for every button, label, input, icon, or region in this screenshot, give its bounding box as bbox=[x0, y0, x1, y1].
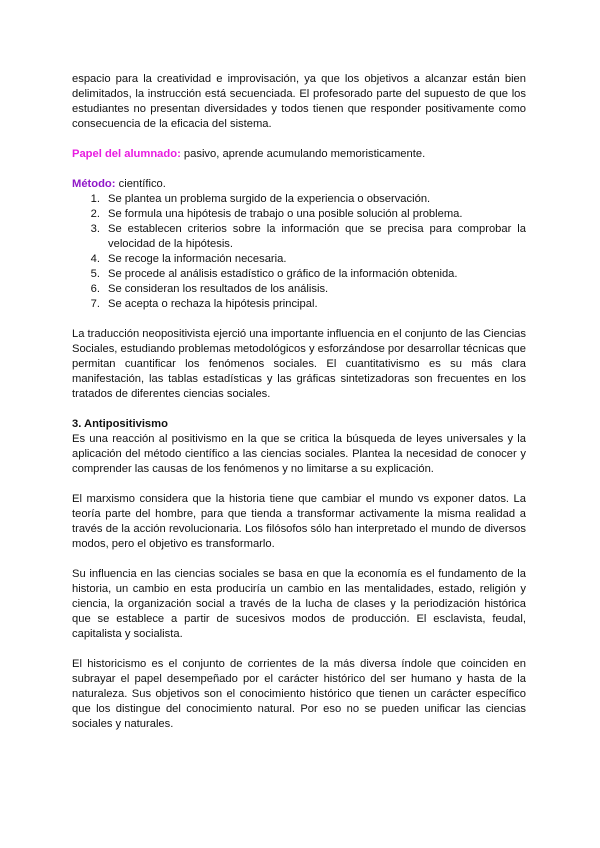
neopositivista-paragraph: La traducción neopositivista ejerció una importante influencia en el conjunto de las Ciencias Sociales, estudiando problemas metodológicos y esforzándose por desarrollar técnicas que permitan cuantificar los fenómenos sociales. El cuantitativismo es su más clara manifestación, las tablas estadísticas y las gráficas sintetizadoras son frecuentes en los tratados de diferentes ciencias sociales. bbox=[72, 328, 526, 400]
list-item bbox=[72, 297, 526, 312]
list-item-number: 2. bbox=[90, 208, 100, 220]
historicismo-paragraph: El historicismo es el conjunto de corrientes de la más diversa índole que coinciden en subrayar el papel desempeñado por el carácter histórico del ser humano y hasta de la naturaleza. Sus objetivos son el conocimiento histórico que tienen un carácter específico que los distingue del conocimiento natural. Por eso no se pueden unificar las ciencias sociales y naturales. bbox=[72, 658, 526, 730]
list-item-number: 1. bbox=[90, 193, 100, 205]
papel-label: Papel del alumnado: bbox=[72, 148, 181, 160]
list-item-number: 5. bbox=[90, 268, 100, 280]
intro-paragraph: espacio para la creatividad e improvisación, ya que los objetivos a alcanzar están bien delimitados, la instrucción está secuenciada. El profesorado parte del supuesto de que los estudiantes no presentan diversidades y todos tienen que responder positivamente como consecuencia de la eficacia del sistema. bbox=[72, 73, 526, 130]
document-page bbox=[72, 72, 526, 732]
influencia-paragraph: Su influencia en las ciencias sociales se basa en que la economía es el fundamento de la historia, un cambio en esta produciría un cambio en las mentalidades, estado, religión y ciencia, la organización social a través de la lucha de clases y la periodización histórica que se establece a partir de sucesivos modos de producción. El esclavista, feudal, capitalista y socialista. bbox=[72, 568, 526, 640]
list-item bbox=[72, 282, 526, 297]
list-item-text: Se acepta o rechaza la hipótesis principal. bbox=[108, 298, 318, 310]
list-item bbox=[72, 222, 526, 252]
list-item-text: Se recoge la información necesaria. bbox=[108, 253, 287, 265]
metodo-line bbox=[72, 177, 526, 192]
metodo-text: científico. bbox=[115, 178, 166, 190]
list-item-number: 4. bbox=[90, 253, 100, 265]
list-item bbox=[72, 252, 526, 267]
list-item-number: 7. bbox=[90, 298, 100, 310]
list-item-text: Se formula una hipótesis de trabajo o una posible solución al problema. bbox=[108, 208, 463, 220]
list-item-text: Se establecen criterios sobre la información que se precisa para comprobar la velocidad de la hipótesis. bbox=[108, 223, 526, 250]
papel-text: pasivo, aprende acumulando memoristicamente. bbox=[180, 148, 426, 160]
list-item bbox=[72, 192, 526, 207]
list-item bbox=[72, 207, 526, 222]
antipositivismo-paragraph: Es una reacción al positivismo en la que se critica la búsqueda de leyes universales y la aplicación del método científico a las ciencias sociales. Plantea la necesidad de conocer y comprender las causas de los fenómenos y no limitarse a su explicación. bbox=[72, 433, 526, 475]
list-item-text: Se consideran los resultados de los análisis. bbox=[108, 283, 329, 295]
list-item-text: Se procede al análisis estadístico o gráfico de la información obtenida. bbox=[108, 268, 458, 280]
list-item-text: Se plantea un problema surgido de la experiencia o observación. bbox=[108, 193, 431, 205]
list-item bbox=[72, 267, 526, 282]
list-item-number: 3. bbox=[90, 223, 100, 235]
metodo-label: Método: bbox=[72, 178, 116, 190]
list-item-number: 6. bbox=[90, 283, 100, 295]
section-heading: 3. Antipositivismo bbox=[72, 418, 168, 430]
marxismo-paragraph: El marxismo considera que la historia tiene que cambiar el mundo vs exponer datos. La teoría parte del hombre, para que tienda a transformar activamente la misma realidad a través de la acción revolucionaria. Los filósofos sólo han interpretado el mundo de diversos modos, pero el objetivo es transformarlo. bbox=[72, 493, 526, 550]
method-steps-list bbox=[72, 192, 526, 312]
papel-line bbox=[72, 147, 526, 162]
